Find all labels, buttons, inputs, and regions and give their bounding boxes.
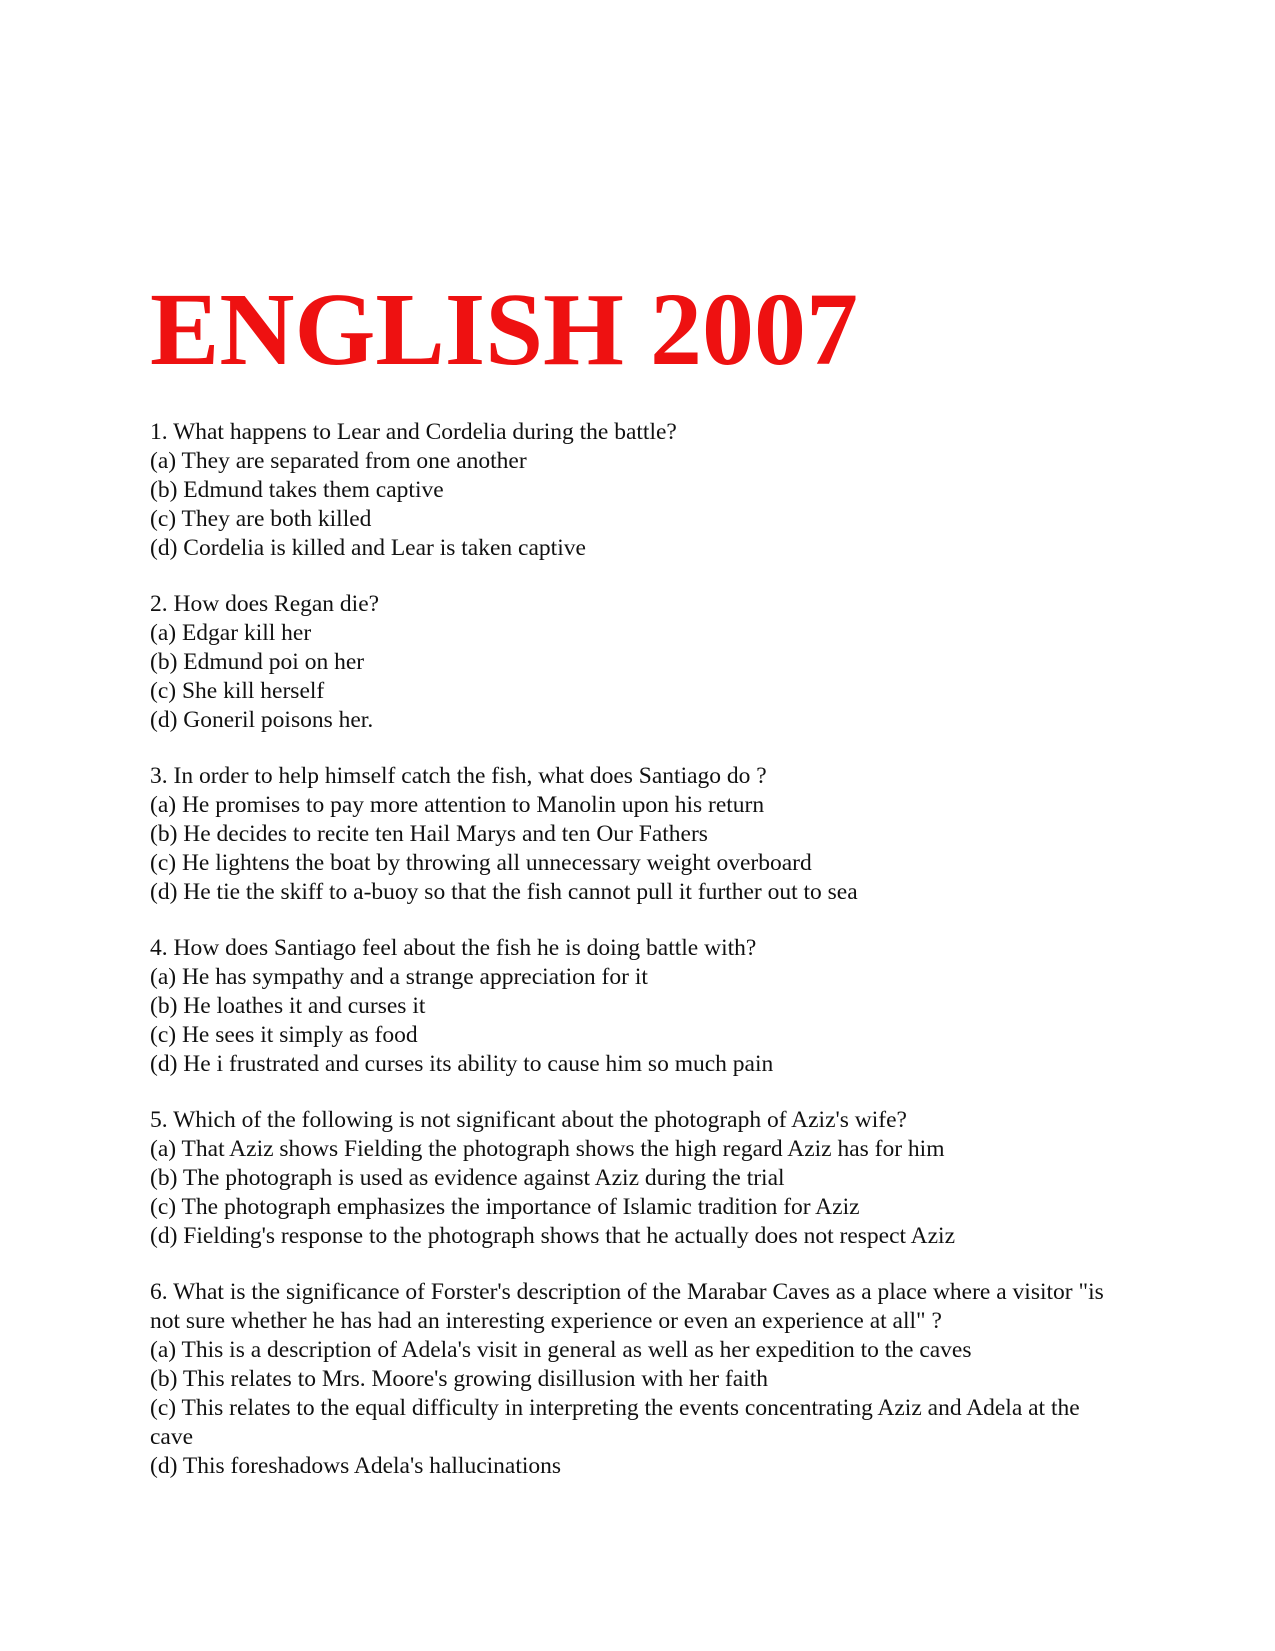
document-title: ENGLISH 2007 — [150, 272, 858, 387]
question-2 — [150, 590, 1110, 735]
option-d: (d) He i frustrated and curses its ability to cause him so much pain — [150, 1051, 774, 1077]
option-b: (b) He decides to recite ten Hail Marys and ten Our Fathers — [150, 821, 708, 847]
option-a: (a) They are separated from one another — [150, 448, 527, 474]
option-c: (c) She kill herself — [150, 678, 325, 704]
option-d: (d) Goneril poisons her. — [150, 707, 374, 733]
option-b: (b) This relates to Mrs. Moore's growing disillusion with her faith — [150, 1366, 768, 1392]
question-list — [150, 418, 1110, 1508]
option-c: (c) This relates to the equal difficulty in interpreting the events concentrating Aziz and Adela at the cave — [150, 1395, 1080, 1450]
option-a: (a) That Aziz shows Fielding the photograph shows the high regard Aziz has for him — [150, 1136, 945, 1162]
question-text: 4. How does Santiago feel about the fish he is doing battle with? — [150, 935, 757, 961]
question-text: 5. Which of the following is not significant about the photograph of Aziz's wife? — [150, 1107, 907, 1133]
option-d: (d) He tie the skiff to a-buoy so that the fish cannot pull it further out to sea — [150, 879, 858, 905]
option-a: (a) He has sympathy and a strange appreciation for it — [150, 964, 648, 990]
option-a: (a) Edgar kill her — [150, 620, 312, 646]
question-4 — [150, 934, 1110, 1079]
option-d: (d) This foreshadows Adela's hallucinations — [150, 1453, 562, 1479]
question-text: 1. What happens to Lear and Cordelia during the battle? — [150, 419, 677, 445]
question-5 — [150, 1106, 1110, 1251]
option-a: (a) He promises to pay more attention to Manolin upon his return — [150, 792, 765, 818]
option-c: (c) The photograph emphasizes the importance of Islamic tradition for Aziz — [150, 1194, 860, 1220]
option-c: (c) They are both killed — [150, 506, 372, 532]
option-b: (b) Edmund poi on her — [150, 649, 365, 675]
option-b: (b) The photograph is used as evidence against Aziz during the trial — [150, 1165, 785, 1191]
option-b: (b) He loathes it and curses it — [150, 993, 426, 1019]
option-c: (c) He sees it simply as food — [150, 1022, 418, 1048]
question-6 — [150, 1278, 1110, 1481]
option-d: (d) Fielding's response to the photograph shows that he actually does not respect Aziz — [150, 1223, 956, 1249]
option-b: (b) Edmund takes them captive — [150, 477, 444, 503]
question-3 — [150, 762, 1110, 907]
option-a: (a) This is a description of Adela's visit in general as well as her expedition to the caves — [150, 1337, 972, 1363]
option-c: (c) He lightens the boat by throwing all unnecessary weight overboard — [150, 850, 812, 876]
question-text: 6. What is the significance of Forster's description of the Marabar Caves as a place where a visitor "is not sure whether he has had an interesting experience or even an experience at all" ? — [150, 1279, 1104, 1334]
question-text: 2. How does Regan die? — [150, 591, 380, 617]
option-d: (d) Cordelia is killed and Lear is taken captive — [150, 535, 586, 561]
question-1 — [150, 418, 1110, 563]
question-text: 3. In order to help himself catch the fish, what does Santiago do ? — [150, 763, 767, 789]
